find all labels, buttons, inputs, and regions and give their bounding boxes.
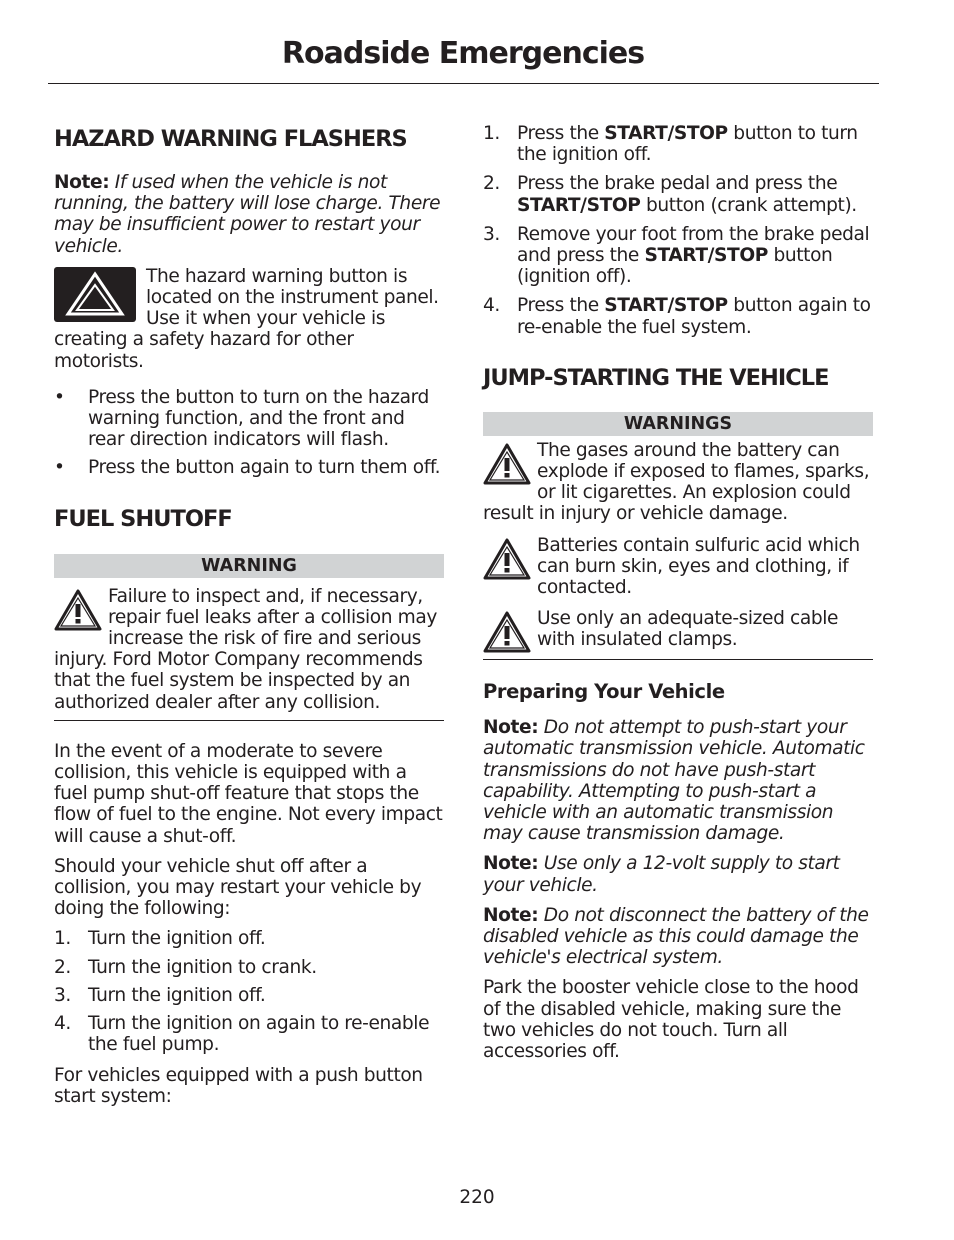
- list-item: [483, 173, 873, 215]
- hazard-bullets: [54, 387, 444, 479]
- fuel-paragraph-3: For vehicles equipped with a push button start system:: [54, 1064, 423, 1107]
- step-text: button (crank attempt).: [640, 194, 857, 216]
- button-name: START/STOP: [604, 123, 728, 144]
- jump-note-1: [483, 717, 873, 844]
- button-name: START/STOP: [644, 245, 768, 267]
- list-item: [54, 1013, 444, 1055]
- hazard-button-icon: [54, 267, 136, 322]
- fuel-warning-text: Failure to inspect and, if necessary, repair fuel leaks after a collision may increase the risk of fire and serious injury. Ford Motor Company recommends that the fuel system be inspected by an authorized dealer after any collision.: [54, 585, 437, 713]
- note-text: Do not attempt to push-start your automatic transmission vehicle. Automatic transmissions do not have push-start capability. Attempting to push-start a vehicle with an automatic transmission may cause transmission damage.: [483, 717, 865, 845]
- right-column: [483, 118, 873, 1062]
- hazard-note: [54, 172, 444, 257]
- jump-warning-3: [483, 608, 873, 653]
- warning-divider: [54, 720, 444, 721]
- list-item: [483, 295, 873, 337]
- step-number: 1.: [54, 928, 71, 950]
- warning-text: The gases around the battery can explode if exposed to flames, sparks, or lit cigarettes. An explosion could result in injury or vehicle damage.: [483, 439, 870, 525]
- step-text: Turn the ignition off.: [88, 928, 266, 950]
- bullet-text: Press the button again to turn them off.: [88, 457, 441, 479]
- note-text: If used when the vehicle is not running, the battery will lose charge. There may be insufficient power to restart your vehicle.: [54, 172, 441, 257]
- list-item: [483, 224, 873, 288]
- list-item: • Press the button again to turn them off.: [54, 457, 441, 479]
- section-heading-fuel: FUEL SHUTOFF: [54, 505, 232, 532]
- list-item: [54, 928, 444, 949]
- jump-warning-2: [483, 535, 873, 599]
- step-text: Turn the ignition to crank.: [88, 956, 317, 978]
- jump-warning-1: [483, 440, 873, 525]
- note-label: Note:: [483, 904, 539, 926]
- push-button-steps: [483, 123, 873, 338]
- step-text: button to turn the ignition off.: [517, 123, 858, 166]
- step-number: 4.: [483, 295, 500, 317]
- step-number: 3.: [483, 223, 500, 245]
- bullet-text: Press the button to turn on the hazard warning function, and the front and rear direction indicators will flash.: [88, 386, 429, 451]
- step-text: Turn the ignition on again to re-enable the fuel pump.: [88, 1013, 430, 1056]
- step-text: Press the brake pedal and press the: [517, 173, 838, 195]
- step-number: 2.: [483, 173, 500, 195]
- warning-triangle-icon: [54, 589, 102, 631]
- note-text: Use only a 12-volt supply to start your vehicle.: [483, 853, 840, 896]
- note-label: Note:: [483, 717, 539, 739]
- jump-note-2: [483, 853, 873, 895]
- note-label: Note:: [483, 853, 539, 875]
- button-name: START/STOP: [604, 295, 728, 317]
- section-heading-hazard: HAZARD WARNING FLASHERS: [54, 126, 407, 152]
- page-title: Roadside Emergencies: [281, 36, 645, 71]
- warning-triangle-icon: [483, 538, 531, 580]
- fuel-warning: [54, 586, 444, 713]
- warning-triangle-icon: [483, 443, 531, 485]
- note-label: Note:: [54, 172, 110, 193]
- warning-text: Batteries contain sulfuric acid which can burn skin, eyes and clothing, if contacted.: [537, 534, 860, 599]
- list-item: • Press the button to turn on the hazard warning function, and the front and rear direction indicators will flash.: [54, 386, 429, 451]
- warning-header: WARNING: [54, 554, 444, 578]
- step-text: button again to re-enable the fuel system.: [517, 295, 871, 338]
- warning-text: Use only an adequate-sized cable with insulated clamps.: [537, 608, 839, 651]
- fuel-steps: [54, 928, 444, 1055]
- left-column: [54, 118, 444, 1107]
- fuel-paragraph-2: Should your vehicle shut off after a collision, you may restart your vehicle by doing the following:: [54, 855, 422, 920]
- step-number: 2.: [54, 956, 71, 978]
- list-item: [54, 985, 444, 1006]
- hazard-icon-text: The hazard warning button is located on the instrument panel. Use it when your vehicle is creating a safety hazard for other motorists.: [54, 265, 439, 372]
- section-heading-jump: JUMP-STARTING THE VEHICLE: [483, 364, 829, 391]
- step-number: 3.: [54, 984, 71, 1006]
- subheading-preparing: Preparing Your Vehicle: [483, 680, 725, 704]
- jump-paragraph: Park the booster vehicle close to the hood of the disabled vehicle, making sure the two vehicles do not touch. Turn all accessories off.: [483, 977, 859, 1063]
- step-text: Press the: [517, 295, 605, 317]
- step-text: Press the: [517, 123, 605, 144]
- button-name: START/STOP: [517, 194, 641, 216]
- fuel-paragraph-1: In the event of a moderate to severe collision, this vehicle is equipped with a fuel pump shut-off feature that stops the flow of fuel to the engine. Not every impact will cause a shut-off.: [54, 740, 443, 847]
- page-number: 220: [459, 1187, 495, 1208]
- warning-triangle-icon: [483, 611, 531, 653]
- title-divider: [48, 83, 879, 84]
- list-item: [54, 957, 444, 978]
- step-text: Remove your foot from the brake pedal and press the: [517, 223, 870, 267]
- step-number: 1.: [483, 123, 500, 144]
- warnings-header: WARNINGS: [483, 412, 873, 436]
- step-text: button (ignition off).: [517, 245, 833, 288]
- step-number: 4.: [54, 1013, 71, 1035]
- step-text: Turn the ignition off.: [88, 984, 266, 1006]
- warnings-divider: [483, 659, 873, 660]
- note-text: Do not disconnect the battery of the disabled vehicle as this could damage the vehicle's electrical system.: [483, 904, 869, 969]
- jump-note-3: [483, 905, 873, 969]
- hazard-icon-block: [54, 266, 444, 372]
- list-item: [483, 123, 873, 165]
